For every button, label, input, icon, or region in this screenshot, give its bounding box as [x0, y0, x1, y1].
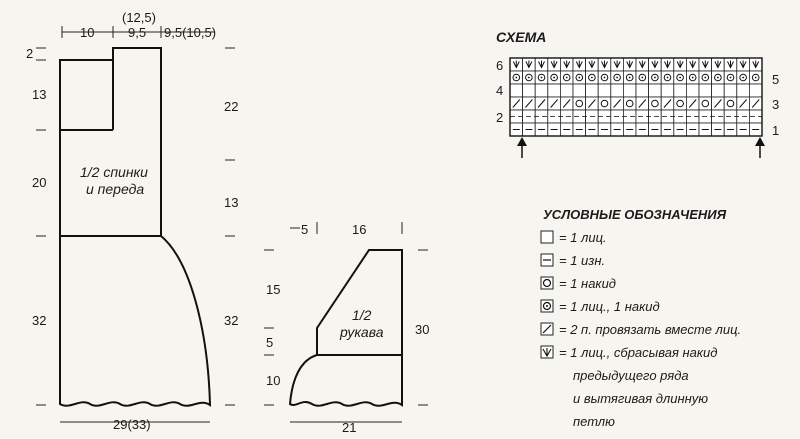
scheme-cell: [737, 71, 750, 84]
scheme-cell: [560, 71, 573, 84]
scheme-cell: [712, 123, 725, 136]
scheme-cell: [586, 84, 599, 97]
scheme-cell: [611, 123, 624, 136]
scheme-cell: [548, 123, 561, 136]
scheme-row-4: 4: [496, 83, 504, 98]
legend-item-3: = 1 накид: [559, 276, 616, 291]
scheme-cell: [510, 123, 523, 136]
scheme-cell: [686, 58, 699, 71]
stitch-scheme: [496, 29, 779, 158]
legend-item-6-cont-1: предыдущего ряда: [573, 368, 689, 383]
scheme-cell: [611, 84, 624, 97]
scheme-cell: [523, 58, 536, 71]
scheme-cell: [686, 84, 699, 97]
body-right-height-2: 13: [224, 195, 239, 210]
scheme-cell: [724, 71, 737, 84]
scheme-cell: [623, 84, 636, 97]
sleeve-label-line1: 1/2: [352, 307, 372, 323]
scheme-cell: [649, 97, 662, 110]
scheme-grid: [510, 58, 762, 136]
scheme-cell: [598, 123, 611, 136]
scheme-cell: [712, 97, 725, 110]
dot-circle-square-icon: [541, 300, 553, 312]
scheme-cell: [636, 123, 649, 136]
scheme-cell: [510, 97, 523, 110]
scheme-cell: [586, 123, 599, 136]
scheme-cell: [712, 84, 725, 97]
repeat-start-arrow-icon: [517, 137, 527, 158]
scheme-cell: [636, 97, 649, 110]
sleeve-left-height-1: 15: [266, 282, 281, 297]
body-bottom-width: 29(33): [113, 417, 151, 432]
sleeve-left-height-3: 10: [266, 373, 281, 388]
scheme-cell: [661, 58, 674, 71]
scheme-cell: [598, 71, 611, 84]
legend-title: УСЛОВНЫЕ ОБОЗНАЧЕНИЯ: [543, 207, 727, 222]
scheme-title: СХЕМА: [496, 29, 547, 45]
scheme-cell: [699, 58, 712, 71]
legend-item-4: = 1 лиц., 1 накид: [559, 299, 660, 314]
scheme-cell: [674, 123, 687, 136]
scheme-cell: [623, 97, 636, 110]
scheme-cell: [749, 84, 762, 97]
body-right-height-1: 22: [224, 99, 239, 114]
scheme-cell: [712, 71, 725, 84]
scheme-cell: [661, 97, 674, 110]
scheme-cell: [548, 84, 561, 97]
scheme-cell: [686, 71, 699, 84]
scheme-row-5: 5: [772, 72, 780, 87]
sleeve-top-width-2: 16: [352, 222, 367, 237]
body-left-height-4: 32: [32, 313, 47, 328]
legend-item-2: = 1 изн.: [559, 253, 606, 268]
body-top-width-2: 9,5: [128, 25, 147, 40]
scheme-cell: [573, 123, 586, 136]
scheme-cell: [636, 71, 649, 84]
body-skirt-outline: [60, 236, 210, 406]
sleeve-label-line2: рукава: [340, 324, 384, 340]
scheme-cell: [573, 84, 586, 97]
scheme-row-2: 2: [496, 110, 504, 125]
scheme-cell: [749, 58, 762, 71]
scheme-cell: [523, 97, 536, 110]
scheme-cell: [749, 123, 762, 136]
body-left-height-3: 20: [32, 175, 47, 190]
scheme-cell: [699, 71, 712, 84]
scheme-cell: [573, 71, 586, 84]
scheme-cell: [523, 71, 536, 84]
legend: [541, 207, 741, 429]
scheme-cell: [699, 123, 712, 136]
scheme-cell: [611, 58, 624, 71]
scheme-cell: [510, 84, 523, 97]
scheme-cell: [649, 58, 662, 71]
scheme-cell: [674, 84, 687, 97]
scheme-cell: [661, 123, 674, 136]
sleeve-piece: [264, 222, 429, 435]
scheme-row-1: 1: [772, 123, 780, 138]
drop-arrow-square-icon: [541, 346, 553, 358]
scheme-cell: [661, 71, 674, 84]
scheme-cell: [586, 71, 599, 84]
scheme-cell: [573, 97, 586, 110]
scheme-cell: [510, 71, 523, 84]
scheme-cell: [712, 58, 725, 71]
scheme-cell: [548, 97, 561, 110]
scheme-cell: [674, 97, 687, 110]
body-piece: [26, 10, 238, 432]
body-right-height-3: 32: [224, 313, 239, 328]
scheme-cell: [749, 97, 762, 110]
scheme-cell: [649, 123, 662, 136]
legend-item-6-cont-2: и вытягивая длинную: [573, 391, 709, 406]
scheme-cell: [586, 58, 599, 71]
circle-square-icon: [541, 277, 553, 289]
scheme-cell: [523, 123, 536, 136]
sleeve-top-width-1: 5: [301, 222, 309, 237]
sleeve-bottom-width: 21: [342, 420, 357, 435]
scheme-cell: [737, 58, 750, 71]
legend-item-6-cont-3: петлю: [573, 414, 615, 429]
scheme-cell: [737, 84, 750, 97]
scheme-cell: [611, 71, 624, 84]
scheme-row-3: 3: [772, 97, 780, 112]
sleeve-left-height-2: 5: [266, 335, 274, 350]
body-outline: [60, 48, 161, 236]
sleeve-cuff-outline: [290, 355, 402, 406]
scheme-cell: [535, 97, 548, 110]
legend-item-1: = 1 лиц.: [559, 230, 607, 245]
empty-square-icon: [541, 231, 553, 243]
scheme-cell: [611, 97, 624, 110]
scheme-cell: [661, 84, 674, 97]
scheme-cell: [573, 58, 586, 71]
scheme-cell: [598, 58, 611, 71]
body-left-height-1: 2: [26, 46, 34, 61]
scheme-cell: [724, 97, 737, 110]
scheme-cell: [636, 84, 649, 97]
scheme-cell: [737, 97, 750, 110]
body-top-width-2-alt: (12,5): [122, 10, 156, 25]
scheme-cell: [560, 84, 573, 97]
dash-square-icon: [541, 254, 553, 266]
scheme-cell: [724, 123, 737, 136]
scheme-cell: [535, 84, 548, 97]
scheme-cell: [686, 97, 699, 110]
legend-item-5: = 2 п. провязать вместе лиц.: [559, 322, 742, 337]
scheme-cell: [623, 58, 636, 71]
scheme-cell: [749, 71, 762, 84]
body-left-height-2: 13: [32, 87, 47, 102]
scheme-cell: [649, 84, 662, 97]
sleeve-right-height: 30: [415, 322, 430, 337]
scheme-cell: [560, 58, 573, 71]
scheme-cell: [699, 84, 712, 97]
scheme-cell: [737, 123, 750, 136]
scheme-cell: [560, 97, 573, 110]
scheme-cell: [535, 58, 548, 71]
scheme-cell: [636, 58, 649, 71]
scheme-cell: [724, 84, 737, 97]
scheme-cell: [686, 123, 699, 136]
scheme-cell: [548, 58, 561, 71]
scheme-cell: [598, 84, 611, 97]
scheme-cell: [535, 71, 548, 84]
body-label-line1: 1/2 спинки: [80, 164, 148, 180]
scheme-cell: [535, 123, 548, 136]
scheme-row-6: 6: [496, 58, 504, 73]
body-label-line2: и переда: [86, 181, 145, 197]
scheme-cell: [548, 71, 561, 84]
scheme-cell: [674, 71, 687, 84]
slash-square-icon: [541, 323, 553, 335]
scheme-cell: [649, 71, 662, 84]
body-top-width-3: 9,5(10,5): [164, 25, 217, 40]
scheme-cell: [598, 97, 611, 110]
scheme-cell: [699, 97, 712, 110]
scheme-cell: [586, 97, 599, 110]
scheme-cell: [523, 84, 536, 97]
scheme-cell: [623, 123, 636, 136]
scheme-cell: [623, 71, 636, 84]
body-top-width-1: 10: [80, 25, 95, 40]
scheme-cell: [674, 58, 687, 71]
legend-item-6: = 1 лиц., сбрасывая накид: [559, 345, 718, 360]
scheme-cell: [560, 123, 573, 136]
scheme-cell: [510, 58, 523, 71]
repeat-end-arrow-icon: [755, 137, 765, 158]
scheme-cell: [724, 58, 737, 71]
